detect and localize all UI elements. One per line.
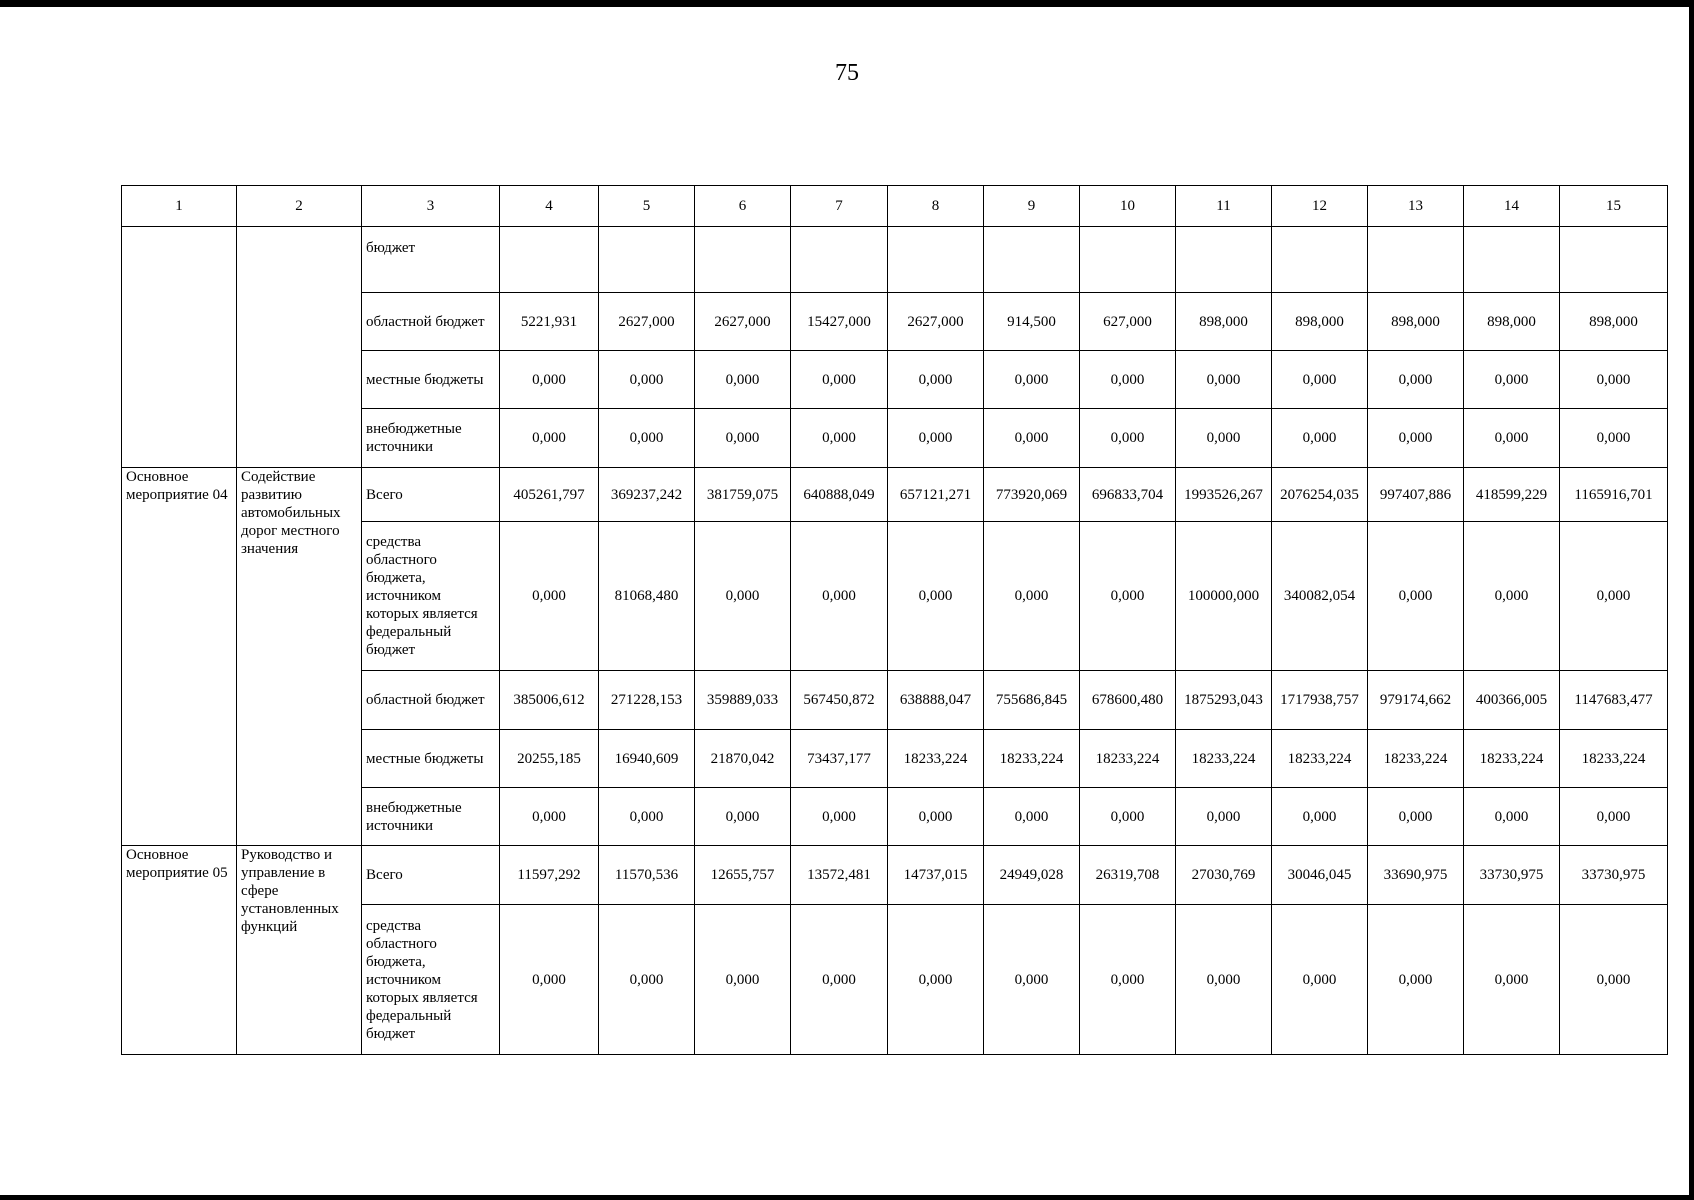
budget-table [121, 185, 1668, 1055]
value-cell: 696833,704 [1080, 468, 1176, 522]
table-row [122, 468, 1668, 522]
value-cell: 0,000 [984, 522, 1080, 671]
value-cell: 100000,000 [1176, 522, 1272, 671]
value-cell: 0,000 [1560, 351, 1668, 409]
value-cell: 1165916,701 [1560, 468, 1668, 522]
header-cell: 11 [1176, 186, 1272, 227]
value-cell: 73437,177 [791, 730, 888, 788]
value-cell: 0,000 [1560, 905, 1668, 1055]
value-cell: 20255,185 [500, 730, 599, 788]
header-cell: 13 [1368, 186, 1464, 227]
value-cell: 33730,975 [1560, 846, 1668, 905]
source-cell: местные бюджеты [362, 730, 500, 788]
value-cell: 18233,224 [888, 730, 984, 788]
value-cell: 0,000 [1368, 788, 1464, 846]
value-cell: 0,000 [791, 905, 888, 1055]
header-cell: 12 [1272, 186, 1368, 227]
value-cell: 0,000 [888, 905, 984, 1055]
value-cell: 914,500 [984, 293, 1080, 351]
value-cell: 0,000 [791, 409, 888, 468]
value-cell: 0,000 [1464, 522, 1560, 671]
value-cell: 0,000 [500, 351, 599, 409]
value-cell: 24949,028 [984, 846, 1080, 905]
value-cell: 21870,042 [695, 730, 791, 788]
value-cell: 2076254,035 [1272, 468, 1368, 522]
measure-code-cell: Основное мероприятие 05 [122, 846, 237, 1055]
header-cell: 14 [1464, 186, 1560, 227]
value-cell: 0,000 [1080, 522, 1176, 671]
value-cell [888, 227, 984, 293]
value-cell: 0,000 [695, 351, 791, 409]
value-cell: 657121,271 [888, 468, 984, 522]
scan-border-bottom [0, 1195, 1694, 1200]
value-cell: 0,000 [695, 905, 791, 1055]
source-cell: местные бюджеты [362, 351, 500, 409]
measure-name-cell [237, 227, 362, 468]
value-cell: 0,000 [1080, 351, 1176, 409]
source-cell: Всего [362, 846, 500, 905]
value-cell [1560, 227, 1668, 293]
value-cell: 0,000 [500, 409, 599, 468]
value-cell: 381759,075 [695, 468, 791, 522]
value-cell: 1147683,477 [1560, 671, 1668, 730]
value-cell: 418599,229 [1464, 468, 1560, 522]
value-cell: 18233,224 [1464, 730, 1560, 788]
value-cell: 0,000 [1176, 409, 1272, 468]
value-cell: 0,000 [500, 788, 599, 846]
value-cell: 898,000 [1272, 293, 1368, 351]
value-cell: 400366,005 [1464, 671, 1560, 730]
value-cell: 0,000 [1272, 409, 1368, 468]
table-row [122, 227, 1668, 293]
value-cell: 2627,000 [888, 293, 984, 351]
value-cell: 0,000 [888, 351, 984, 409]
value-cell: 0,000 [1464, 905, 1560, 1055]
value-cell: 26319,708 [1080, 846, 1176, 905]
value-cell: 898,000 [1176, 293, 1272, 351]
header-cell: 8 [888, 186, 984, 227]
header-cell: 9 [984, 186, 1080, 227]
value-cell: 0,000 [1368, 522, 1464, 671]
value-cell: 0,000 [791, 351, 888, 409]
header-cell: 2 [237, 186, 362, 227]
value-cell: 0,000 [1464, 351, 1560, 409]
value-cell: 0,000 [984, 351, 1080, 409]
source-cell: внебюджетные источники [362, 788, 500, 846]
value-cell: 898,000 [1368, 293, 1464, 351]
value-cell: 0,000 [500, 905, 599, 1055]
value-cell: 0,000 [500, 522, 599, 671]
value-cell: 0,000 [599, 351, 695, 409]
value-cell: 0,000 [599, 409, 695, 468]
value-cell: 567450,872 [791, 671, 888, 730]
value-cell [1272, 227, 1368, 293]
value-cell: 81068,480 [599, 522, 695, 671]
source-cell: областной бюджет [362, 671, 500, 730]
header-cell: 7 [791, 186, 888, 227]
source-cell: средства областного бюджета, источником которых является федеральный бюджет [362, 522, 500, 671]
value-cell: 0,000 [1080, 905, 1176, 1055]
value-cell: 0,000 [984, 905, 1080, 1055]
value-cell: 0,000 [1176, 351, 1272, 409]
value-cell: 1717938,757 [1272, 671, 1368, 730]
value-cell: 18233,224 [1176, 730, 1272, 788]
value-cell [791, 227, 888, 293]
value-cell [1464, 227, 1560, 293]
value-cell: 0,000 [791, 522, 888, 671]
header-cell: 6 [695, 186, 791, 227]
value-cell: 0,000 [984, 409, 1080, 468]
value-cell: 11570,536 [599, 846, 695, 905]
value-cell: 18233,224 [1272, 730, 1368, 788]
page-number: 75 [835, 60, 859, 86]
value-cell: 0,000 [1560, 522, 1668, 671]
value-cell: 755686,845 [984, 671, 1080, 730]
value-cell: 0,000 [1080, 409, 1176, 468]
value-cell [984, 227, 1080, 293]
value-cell: 0,000 [599, 788, 695, 846]
value-cell: 627,000 [1080, 293, 1176, 351]
value-cell: 14737,015 [888, 846, 984, 905]
scan-border-right [1689, 0, 1694, 1200]
value-cell: 385006,612 [500, 671, 599, 730]
source-cell: средства областного бюджета, источником которых является федеральный бюджет [362, 905, 500, 1055]
value-cell: 0,000 [1368, 351, 1464, 409]
value-cell: 11597,292 [500, 846, 599, 905]
value-cell: 0,000 [695, 409, 791, 468]
header-cell: 1 [122, 186, 237, 227]
value-cell: 898,000 [1560, 293, 1668, 351]
value-cell: 638888,047 [888, 671, 984, 730]
value-cell [1080, 227, 1176, 293]
source-cell: Всего [362, 468, 500, 522]
measure-name-cell: Руководство и управление в сфере установленных функций [237, 846, 362, 1055]
header-cell: 10 [1080, 186, 1176, 227]
header-cell: 15 [1560, 186, 1668, 227]
value-cell [500, 227, 599, 293]
value-cell: 898,000 [1464, 293, 1560, 351]
value-cell: 18233,224 [1560, 730, 1668, 788]
value-cell: 0,000 [888, 788, 984, 846]
value-cell: 678600,480 [1080, 671, 1176, 730]
value-cell: 18233,224 [1080, 730, 1176, 788]
value-cell: 18233,224 [1368, 730, 1464, 788]
value-cell: 0,000 [984, 788, 1080, 846]
value-cell [599, 227, 695, 293]
value-cell: 5221,931 [500, 293, 599, 351]
value-cell: 12655,757 [695, 846, 791, 905]
value-cell: 0,000 [695, 788, 791, 846]
value-cell: 369237,242 [599, 468, 695, 522]
value-cell: 0,000 [1272, 905, 1368, 1055]
measure-code-cell: Основное мероприятие 04 [122, 468, 237, 846]
source-cell: областной бюджет [362, 293, 500, 351]
header-cell: 3 [362, 186, 500, 227]
value-cell: 359889,033 [695, 671, 791, 730]
value-cell: 30046,045 [1272, 846, 1368, 905]
value-cell: 979174,662 [1368, 671, 1464, 730]
source-cell: внебюджетные источники [362, 409, 500, 468]
value-cell: 0,000 [1080, 788, 1176, 846]
value-cell: 33730,975 [1464, 846, 1560, 905]
value-cell: 0,000 [1272, 788, 1368, 846]
value-cell: 16940,609 [599, 730, 695, 788]
value-cell: 0,000 [888, 409, 984, 468]
value-cell: 27030,769 [1176, 846, 1272, 905]
value-cell: 0,000 [695, 522, 791, 671]
value-cell: 0,000 [1464, 788, 1560, 846]
value-cell: 0,000 [1560, 788, 1668, 846]
value-cell [695, 227, 791, 293]
value-cell: 18233,224 [984, 730, 1080, 788]
measure-code-cell [122, 227, 237, 468]
value-cell: 773920,069 [984, 468, 1080, 522]
value-cell: 0,000 [1176, 905, 1272, 1055]
scan-border-top [0, 0, 1694, 7]
value-cell: 2627,000 [599, 293, 695, 351]
value-cell: 997407,886 [1368, 468, 1464, 522]
value-cell: 0,000 [1272, 351, 1368, 409]
value-cell: 0,000 [1176, 788, 1272, 846]
value-cell: 0,000 [791, 788, 888, 846]
value-cell: 0,000 [1368, 409, 1464, 468]
value-cell: 640888,049 [791, 468, 888, 522]
value-cell: 33690,975 [1368, 846, 1464, 905]
value-cell: 2627,000 [695, 293, 791, 351]
value-cell: 0,000 [1368, 905, 1464, 1055]
column-number-header [122, 186, 1668, 227]
value-cell [1176, 227, 1272, 293]
source-cell: бюджет [362, 227, 500, 293]
value-cell: 340082,054 [1272, 522, 1368, 671]
value-cell: 13572,481 [791, 846, 888, 905]
value-cell: 15427,000 [791, 293, 888, 351]
header-cell: 5 [599, 186, 695, 227]
measure-name-cell: Содействие развитию автомобильных дорог местного значения [237, 468, 362, 846]
value-cell: 1875293,043 [1176, 671, 1272, 730]
header-cell: 4 [500, 186, 599, 227]
value-cell: 0,000 [1560, 409, 1668, 468]
value-cell: 0,000 [1464, 409, 1560, 468]
table-row [122, 846, 1668, 905]
value-cell: 405261,797 [500, 468, 599, 522]
value-cell: 0,000 [888, 522, 984, 671]
value-cell: 0,000 [599, 905, 695, 1055]
value-cell [1368, 227, 1464, 293]
value-cell: 271228,153 [599, 671, 695, 730]
value-cell: 1993526,267 [1176, 468, 1272, 522]
